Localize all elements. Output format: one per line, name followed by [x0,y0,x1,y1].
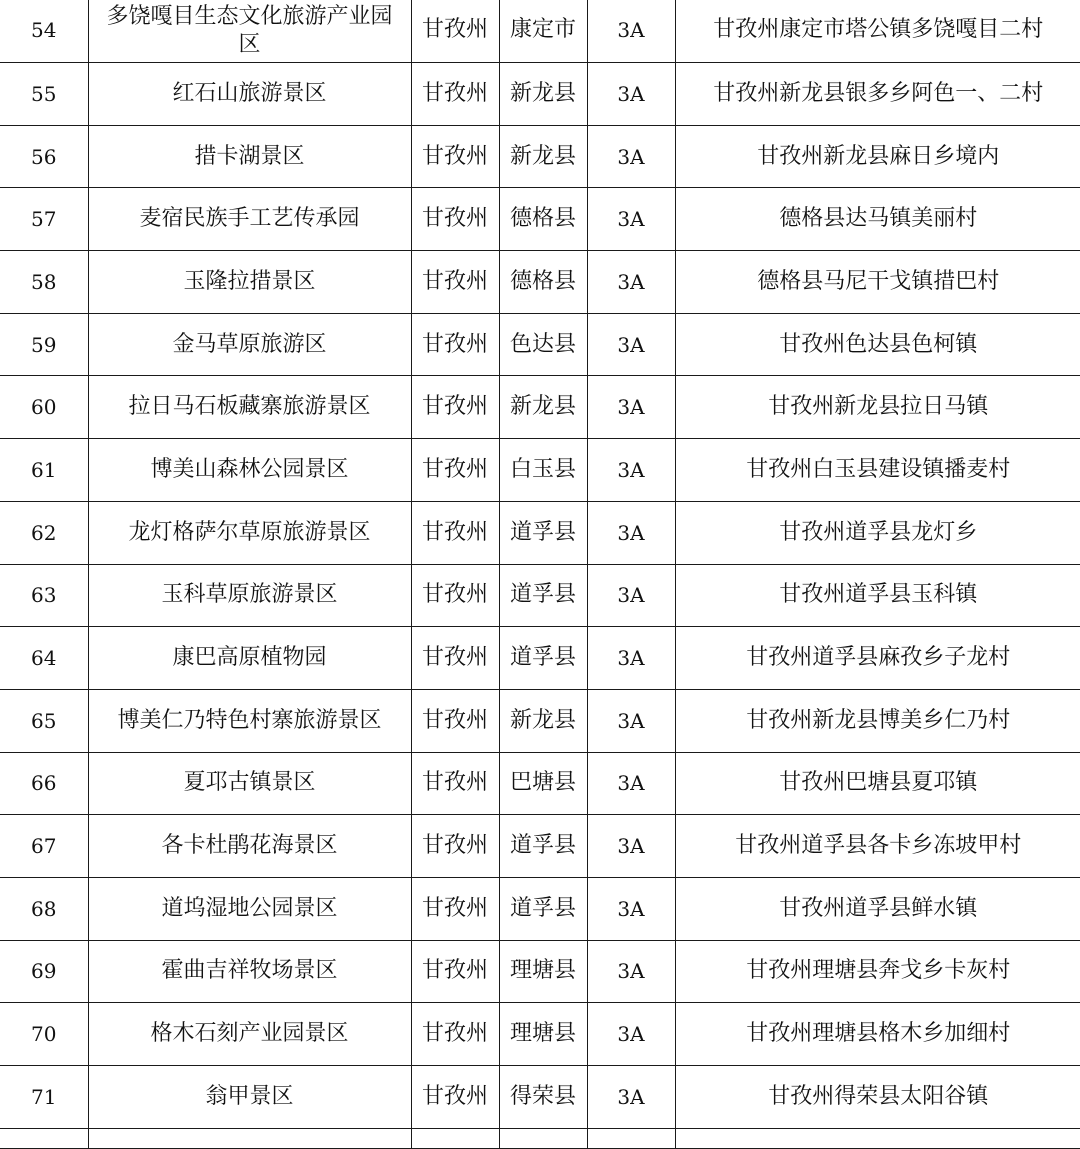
row-number: 65 [0,689,88,752]
table-row [0,564,1080,627]
rating-level: 3A [587,439,675,502]
table-row [0,313,1080,376]
table-row [0,376,1080,439]
rating-level: 3A [587,63,675,126]
row-number: 64 [0,627,88,690]
prefecture-cell: 甘孜州 [411,1003,499,1066]
county-cell: 新龙县 [499,125,587,188]
address-cell: 甘孜州理塘县格木乡加细村 [675,1003,1080,1066]
address-cell: 德格县马尼干戈镇措巴村 [675,251,1080,314]
table-row [0,125,1080,188]
row-number: 68 [0,877,88,940]
row-number: 62 [0,501,88,564]
prefecture-cell: 甘孜州 [411,1066,499,1129]
scenic-area-name: 红石山旅游景区 [88,63,411,126]
county-cell: 色达县 [499,313,587,376]
table-row [0,689,1080,752]
rating-level: 3A [587,125,675,188]
rating-level: 3A [587,501,675,564]
prefecture-cell: 甘孜州 [411,752,499,815]
county-cell: 新龙县 [499,376,587,439]
prefecture-cell: 甘孜州 [411,376,499,439]
empty-cell [499,1128,587,1148]
scenic-area-name: 金马草原旅游区 [88,313,411,376]
scenic-area-name: 博美山森林公园景区 [88,439,411,502]
row-number: 69 [0,940,88,1003]
empty-cell [675,1128,1080,1148]
prefecture-cell: 甘孜州 [411,940,499,1003]
county-cell: 道孚县 [499,501,587,564]
empty-cell [411,1128,499,1148]
rating-level: 3A [587,1003,675,1066]
scenic-area-name: 翁甲景区 [88,1066,411,1129]
scenic-area-name: 道坞湿地公园景区 [88,877,411,940]
county-cell: 道孚县 [499,877,587,940]
county-cell: 道孚县 [499,815,587,878]
scenic-area-name: 夏邛古镇景区 [88,752,411,815]
row-number: 54 [0,0,88,63]
address-cell: 甘孜州康定市塔公镇多饶嘎目二村 [675,0,1080,63]
row-number: 63 [0,564,88,627]
table-row [0,63,1080,126]
scenic-area-name: 措卡湖景区 [88,125,411,188]
address-cell: 甘孜州道孚县龙灯乡 [675,501,1080,564]
county-cell: 新龙县 [499,63,587,126]
table-row [0,627,1080,690]
address-cell: 甘孜州道孚县玉科镇 [675,564,1080,627]
row-number: 60 [0,376,88,439]
row-number: 61 [0,439,88,502]
table-row [0,752,1080,815]
table-row [0,188,1080,251]
row-number: 57 [0,188,88,251]
table-row [0,940,1080,1003]
scenic-area-name: 玉科草原旅游景区 [88,564,411,627]
scenic-area-name: 霍曲吉祥牧场景区 [88,940,411,1003]
row-number: 59 [0,313,88,376]
prefecture-cell: 甘孜州 [411,627,499,690]
table-row-partial [0,1128,1080,1148]
county-cell: 德格县 [499,188,587,251]
rating-level: 3A [587,877,675,940]
address-cell: 甘孜州道孚县鲜水镇 [675,877,1080,940]
county-cell: 道孚县 [499,564,587,627]
address-cell: 甘孜州得荣县太阳谷镇 [675,1066,1080,1129]
prefecture-cell: 甘孜州 [411,877,499,940]
prefecture-cell: 甘孜州 [411,439,499,502]
address-cell: 甘孜州新龙县银多乡阿色一、二村 [675,63,1080,126]
county-cell: 道孚县 [499,627,587,690]
rating-level: 3A [587,376,675,439]
county-cell: 白玉县 [499,439,587,502]
table-row [0,501,1080,564]
table-row [0,0,1080,63]
address-cell: 甘孜州道孚县麻孜乡子龙村 [675,627,1080,690]
rating-level: 3A [587,564,675,627]
prefecture-cell: 甘孜州 [411,63,499,126]
table-row [0,1003,1080,1066]
prefecture-cell: 甘孜州 [411,251,499,314]
address-cell: 德格县达马镇美丽村 [675,188,1080,251]
address-cell: 甘孜州白玉县建设镇播麦村 [675,439,1080,502]
prefecture-cell: 甘孜州 [411,501,499,564]
rating-level: 3A [587,752,675,815]
row-number: 58 [0,251,88,314]
rating-level: 3A [587,1066,675,1129]
county-cell: 巴塘县 [499,752,587,815]
row-number: 70 [0,1003,88,1066]
empty-cell [587,1128,675,1148]
scenic-area-name: 龙灯格萨尔草原旅游景区 [88,501,411,564]
table-row [0,1066,1080,1129]
table-row [0,815,1080,878]
county-cell: 理塘县 [499,940,587,1003]
scenic-area-name: 拉日马石板藏寨旅游景区 [88,376,411,439]
county-cell: 得荣县 [499,1066,587,1129]
scenic-area-name: 博美仁乃特色村寨旅游景区 [88,689,411,752]
row-number: 56 [0,125,88,188]
county-cell: 德格县 [499,251,587,314]
county-cell: 新龙县 [499,689,587,752]
county-cell: 康定市 [499,0,587,63]
row-number: 55 [0,63,88,126]
scenic-area-name: 康巴高原植物园 [88,627,411,690]
address-cell: 甘孜州道孚县各卡乡冻坡甲村 [675,815,1080,878]
table-row [0,251,1080,314]
table-row [0,439,1080,502]
address-cell: 甘孜州新龙县博美乡仁乃村 [675,689,1080,752]
rating-level: 3A [587,188,675,251]
rating-level: 3A [587,627,675,690]
prefecture-cell: 甘孜州 [411,564,499,627]
prefecture-cell: 甘孜州 [411,188,499,251]
scenic-area-name: 麦宿民族手工艺传承园 [88,188,411,251]
address-cell: 甘孜州色达县色柯镇 [675,313,1080,376]
empty-cell [88,1128,411,1148]
address-cell: 甘孜州新龙县拉日马镇 [675,376,1080,439]
scenic-area-name: 玉隆拉措景区 [88,251,411,314]
scenic-area-name: 格木石刻产业园景区 [88,1003,411,1066]
address-cell: 甘孜州新龙县麻日乡境内 [675,125,1080,188]
county-cell: 理塘县 [499,1003,587,1066]
prefecture-cell: 甘孜州 [411,313,499,376]
prefecture-cell: 甘孜州 [411,689,499,752]
rating-level: 3A [587,251,675,314]
rating-level: 3A [587,0,675,63]
prefecture-cell: 甘孜州 [411,815,499,878]
row-number: 67 [0,815,88,878]
scenic-area-name: 多饶嘎目生态文化旅游产业园区 [88,0,411,63]
address-cell: 甘孜州理塘县奔戈乡卡灰村 [675,940,1080,1003]
prefecture-cell: 甘孜州 [411,125,499,188]
rating-level: 3A [587,815,675,878]
rating-level: 3A [587,940,675,1003]
address-cell: 甘孜州巴塘县夏邛镇 [675,752,1080,815]
empty-cell [0,1128,88,1148]
table-row [0,877,1080,940]
rating-level: 3A [587,689,675,752]
row-number: 66 [0,752,88,815]
prefecture-cell: 甘孜州 [411,0,499,63]
row-number: 71 [0,1066,88,1129]
scenic-area-name: 各卡杜鹃花海景区 [88,815,411,878]
rating-level: 3A [587,313,675,376]
